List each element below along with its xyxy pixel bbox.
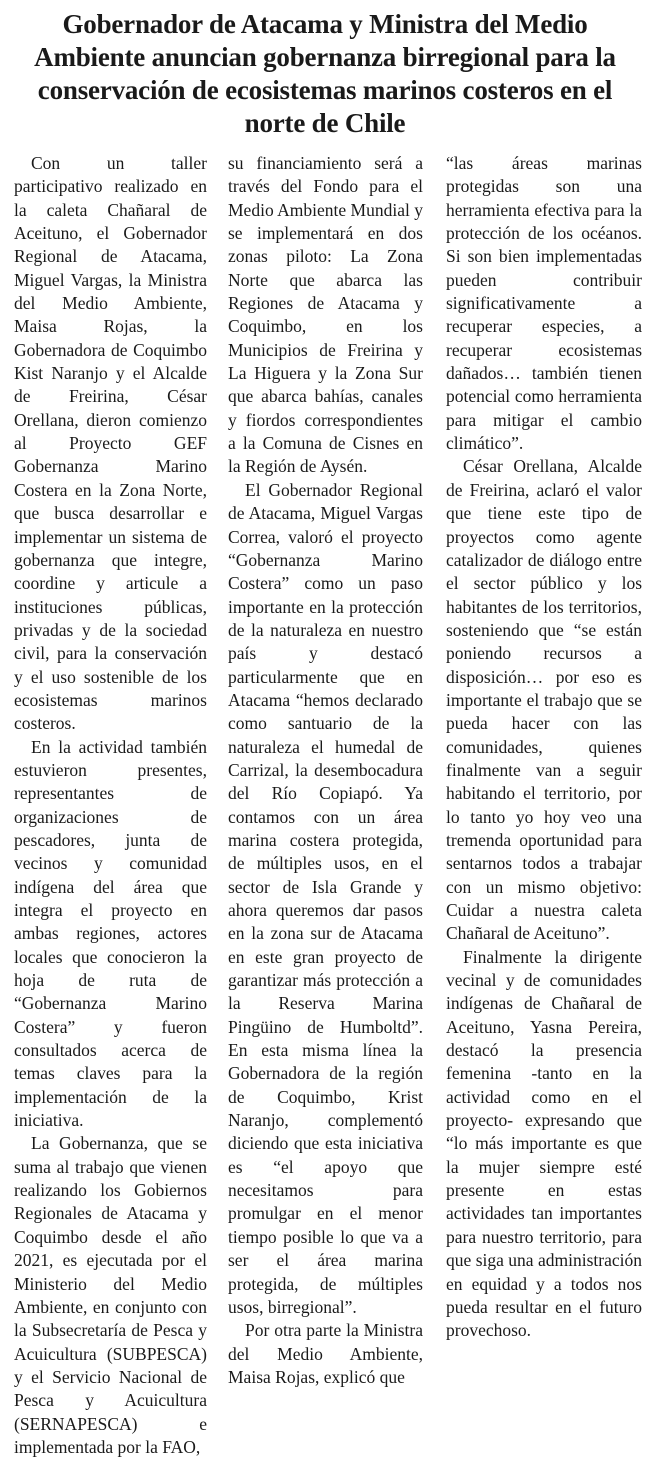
- article-paragraph: Por otra parte la Ministra del Medio Ambiente, Maisa Rojas, explicó que: [228, 1320, 423, 1387]
- article-paragraph: su financiamiento será a través del Fondo para el Medio Ambiente Mundial y se implementará en dos zonas piloto: La Zona Norte que abarca las Regiones de Atacama y Coquimbo, en los Municipios de Freirina y La Higuera y la Zona Sur que abarca bahías, canales y fiordos correspondientes a la Comuna de Cisnes en la Región de Aysén.: [228, 153, 423, 477]
- article-paragraph: Finalmente la dirigente vecinal y de comunidades indígenas de Chañaral de Aceituno, Yasna Pereira, destacó la presencia femenina -tanto en la actividad como en el proyecto- expresando que “lo más importante es que la mujer siempre esté presente en estas actividades tan importantes para nuestro territorio, para que siga una administración en equidad y a todos nos pueda resultar en el futuro provechoso.: [446, 946, 642, 1341]
- article-paragraph: El Gobernador Regional de Atacama, Miguel Vargas Correa, valoró el proyecto “Gobernanza Marino Costera” como un paso importante en la protección de la naturaleza en nuestro país y destacó particularmente que en Atacama “hemos declarado como santuario de la naturaleza el humedal de Carrizal, la desembocadura del Río Copiapó. Ya contamos con un área marina costera protegida, de múltiples usos, en el sector de Isla Grande y ahora queremos dar pasos en la zona sur de Atacama en este gran proyecto de garantizar más protección a la Reserva Marina Pingüino de Humboltd”. En esta misma línea la Gobernadora de la región de Coquimbo, Krist Naranjo, complementó diciendo que esta iniciativa es “el apoyo que necesitamos para promulgar en el menor tiempo posible lo que va a ser el área marina protegida, de múltiples usos, birregional”.: [228, 479, 423, 1317]
- article-column-2: [228, 152, 423, 1389]
- article-paragraph: En la actividad también estuvieron presentes, representantes de organizaciones de pescadores, junta de vecinos y comunidad indígena del área que integra el proyecto en ambas regiones, actores locales que conocieron la hoja de ruta de “Gobernanza Marino Costera” y fueron consultados acerca de temas claves para la implementación de la iniciativa.: [14, 736, 207, 1131]
- article-paragraph: La Gobernanza, que se suma al trabajo que vienen realizando los Gobiernos Regionales de Atacama y Coquimbo desde el año 2021, es ejecutada por el Ministerio del Medio Ambiente, en conjunto con la Subsecretaría de Pesca y Acuicultura (SUBPESCA) y el Servicio Nacional de Pesca y Acuicultura (SERNAPESCA) e implementada por la FAO,: [14, 1133, 207, 1457]
- article-paragraph: César Orellana, Alcalde de Freirina, aclaró el valor que tiene este tipo de proyectos como agente catalizador de diálogo entre el sector público y los habitantes de los territorios, sosteniendo que “se están poniendo recursos a disposición… por eso es importante el trabajo que se pueda hacer con las comunidades, quienes finalmente van a seguir habitando el territorio, por lo tanto yo hoy veo una tremenda oportunidad para sentarnos todos a trabajar con un mismo objetivo: Cuidar a nuestra caleta Chañaral de Aceituno”.: [446, 456, 642, 944]
- article-paragraph: “las áreas marinas protegidas son una herramienta efectiva para la protección de los océanos. Si son bien implementadas pueden contribuir significativamente a recuperar especies, a recuperar ecosistemas dañados… también tienen potencial como herramienta para mitigar el cambio climático”.: [446, 153, 642, 454]
- article-headline: Gobernador de Atacama y Ministra del Medio Ambiente anuncian gobernanza birregional para la conservación de ecosistemas marinos costeros en el norte de Chile: [34, 9, 616, 138]
- article-column-3: [446, 152, 642, 1343]
- article-column-1: [14, 152, 207, 1459]
- article-paragraph: Con un taller participativo realizado en la caleta Chañaral de Aceituno, el Gobernador Regional de Atacama, Miguel Vargas, la Ministra del Medio Ambiente, Maisa Rojas, la Gobernadora de Coquimbo Kist Naranjo y el Alcalde de Freirina, César Orellana, dieron comienzo al Proyecto GEF Gobernanza Marino Costera en la Zona Norte, que busca desarrollar e implementar un sistema de gobernanza que integre, coordine y articule a instituciones públicas, privadas y de la sociedad civil, para la conservación y el uso sostenible de los ecosistemas marinos costeros.: [14, 153, 207, 734]
